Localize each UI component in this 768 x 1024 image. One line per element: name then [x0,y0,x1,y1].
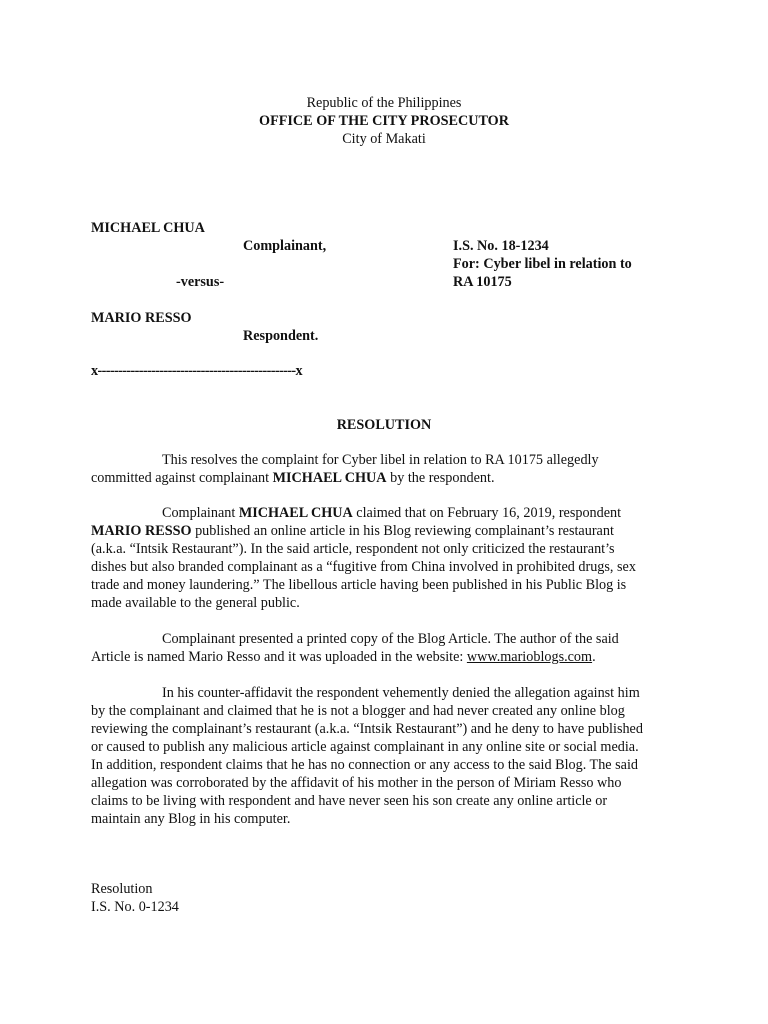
p3-text: Article is named Mario Resso and it was uploaded in the website: [91,649,467,665]
paragraph-4 [91,684,651,828]
header-republic: Republic of the Philippines [306,95,462,111]
p2-line2 [91,522,651,540]
p1-text: committed against complainant [91,470,273,486]
p2-text-line2: published an online article in his Blog reviewing complainant’s restaurant [191,523,614,539]
p3-line2 [91,648,651,666]
p1-line1: This resolves the complaint for Cyber libel in relation to RA 10175 allegedly [162,452,599,468]
caption-separator: x------------------------------------------------x [91,363,302,379]
p1-text-end: by the respondent. [386,470,495,486]
p4-line5: In addition, respondent claims that he has no connection or any access to the said Blog. The said [91,757,639,773]
case-for-line2: RA 10175 [453,274,512,290]
case-number: I.S. No. 18-1234 [453,238,549,254]
p4-line7: claims to be living with respondent and have never seen his son create any online article or [91,793,608,809]
p1-line2 [91,469,651,487]
p4-line2: by the complainant and claimed that he is not a blogger and had never created any online blog [91,703,625,719]
p2-line5: trade and money laundering.” The libellous article having been published in his Public Blog is [91,577,627,593]
website-link[interactable]: www.marioblogs.com [466,649,593,665]
p4-line4: or caused to publish any malicious article against complainant in any online site or social media. [91,739,639,755]
p2-line6: made available to the general public. [91,595,300,611]
footer-resolution: Resolution [91,881,153,897]
p4-line1: In his counter-affidavit the respondent vehemently denied the allegation against him [162,685,640,701]
footer-case-number: I.S. No. 0-1234 [91,899,179,915]
paragraph-2 [91,504,651,612]
paragraph-1 [91,451,651,487]
header-office: OFFICE OF THE CITY PROSECUTOR [259,113,509,129]
versus-label: -versus- [176,274,225,290]
case-for-line1: For: Cyber libel in relation to [453,256,632,272]
paragraph-3 [91,630,651,666]
p4-line8: maintain any Blog in his computer. [91,811,291,827]
respondent-role: Respondent. [243,328,319,344]
p2-line1 [91,504,651,522]
p4-line3: reviewing the complainant’s restaurant (a.k.a. “Intsik Restaurant”) and he deny to have published [91,721,643,737]
p2-complainant-bold: MICHAEL CHUA [238,505,353,521]
p2-respondent-bold: MARIO RESSO [91,523,192,539]
complainant-role: Complainant, [243,238,327,254]
p4-line6: allegation was corroborated by the affidavit of his mother in the person of Miriam Resso who [91,775,622,791]
p1-complainant-bold: MICHAEL CHUA [272,470,387,486]
complainant-name: MICHAEL CHUA [91,220,205,236]
p2-line4: dishes but also branded complainant as a “fugitive from China involved in prohibited drugs, sex [91,559,636,575]
p2-text-cont: claimed that on February 16, 2019, respondent [352,505,622,521]
p3-period: . [592,649,596,665]
p3-line1: Complainant presented a printed copy of the Blog Article. The author of the said [162,631,619,647]
p2-line3: (a.k.a. “Intsik Restaurant”). In the said article, respondent not only criticized the restaurant’s [91,541,615,557]
respondent-name: MARIO RESSO [91,310,192,326]
header-city: City of Makati [342,131,426,147]
resolution-title: RESOLUTION [336,417,432,433]
p2-text: Complainant [162,505,239,521]
